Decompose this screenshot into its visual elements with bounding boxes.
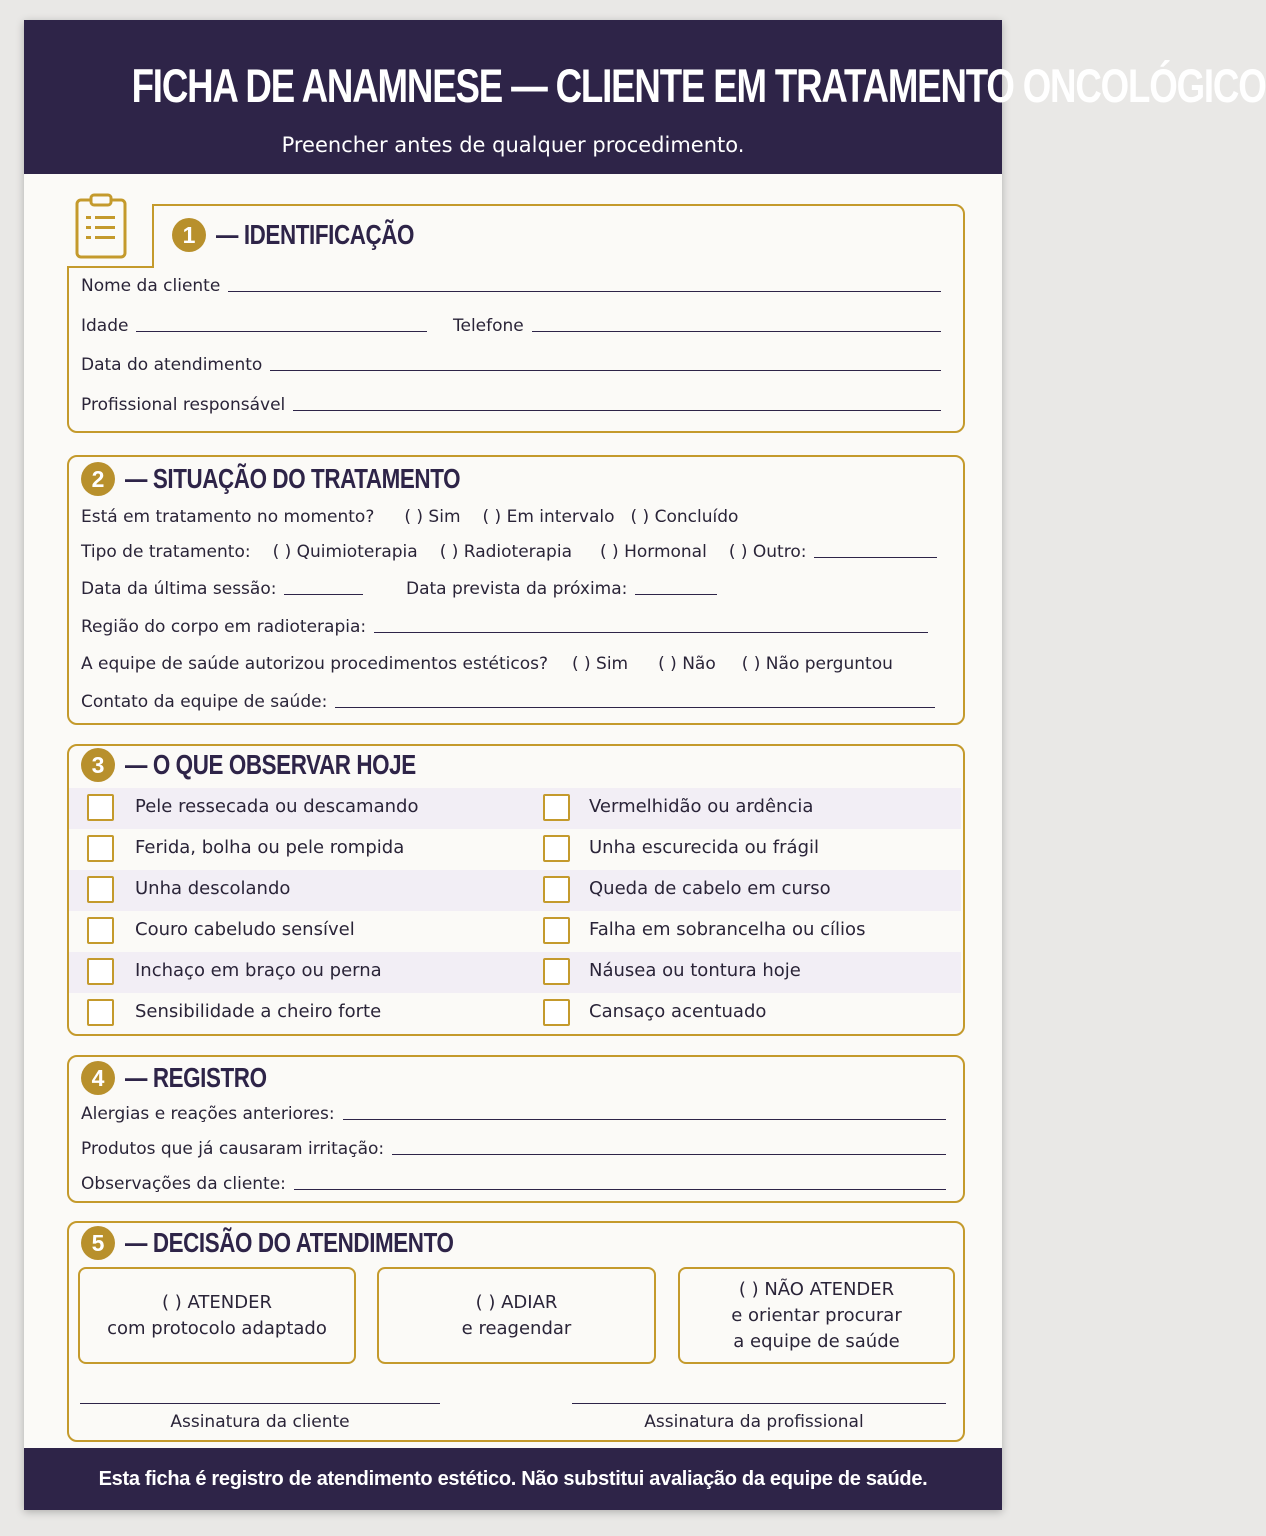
signature-line-cliente[interactable] (80, 1403, 440, 1404)
option-atender[interactable] (78, 1267, 356, 1364)
section-3-header (81, 748, 488, 782)
input-line[interactable] (335, 707, 935, 708)
field-label: Telefone (453, 316, 524, 336)
input-line[interactable] (228, 291, 941, 292)
checkbox[interactable] (543, 835, 570, 862)
field-label: Nome da cliente (81, 276, 221, 296)
section-1-notch-bottom (67, 266, 154, 268)
checkbox[interactable] (87, 835, 114, 862)
section-1-header (172, 218, 464, 252)
section-title: — O QUE OBSERVAR HOJE (125, 749, 416, 780)
ultima-sessao-field[interactable] (81, 579, 363, 599)
field-label: Região do corpo em radioterapia: (81, 617, 367, 637)
checklist-item-label: Cansaço acentuado (589, 1001, 767, 1022)
page-subtitle: Preencher antes de qualquer procedimento. (281, 133, 745, 157)
option-em-intervalo[interactable]: ( ) Em intervalo (482, 507, 615, 527)
data-atendimento-field[interactable] (81, 355, 941, 375)
autorizacao-question (81, 654, 893, 674)
checkbox[interactable] (87, 958, 114, 985)
section-5-header (81, 1226, 536, 1260)
option-description: com protocolo adaptado (107, 1317, 327, 1339)
checkbox[interactable] (543, 958, 570, 985)
option-nao-perguntou[interactable]: ( ) Não perguntou (741, 654, 893, 674)
section-title: — IDENTIFICAÇÃO (216, 219, 415, 250)
alergias-field[interactable] (81, 1104, 946, 1124)
section-number: 3 (81, 748, 115, 782)
option-label: ( ) ADIAR (475, 1291, 558, 1313)
option-sim[interactable]: ( ) Sim (571, 654, 629, 674)
tipo-tratamento-question (81, 542, 937, 562)
proxima-sessao-field[interactable] (406, 579, 717, 599)
input-line[interactable] (392, 1154, 946, 1155)
checkbox[interactable] (543, 794, 570, 821)
checklist-item-label: Falha em sobrancelha ou cílios (589, 919, 866, 940)
option-label: ( ) ATENDER (162, 1291, 272, 1313)
produtos-irritacao-field[interactable] (81, 1139, 946, 1159)
field-label: Idade (81, 316, 129, 336)
checkbox[interactable] (543, 999, 570, 1026)
input-line[interactable] (635, 594, 717, 595)
form-sheet (24, 20, 1266, 1510)
checklist-item-label: Ferida, bolha ou pele rompida (135, 837, 405, 858)
checkbox[interactable] (543, 876, 570, 903)
page-title: FICHA DE ANAMNESE — CLIENTE EM TRATAMENTO ONCOLÓGICO (131, 59, 1266, 112)
section-number: 4 (81, 1061, 115, 1095)
telefone-field[interactable] (453, 316, 941, 336)
field-label: Contato da equipe de saúde: (81, 692, 328, 712)
field-label: Data prevista da próxima: (406, 579, 628, 599)
section-number: 5 (81, 1226, 115, 1260)
checklist-item-label: Inchaço em braço ou perna (135, 960, 382, 981)
checkbox[interactable] (87, 876, 114, 903)
section-1-notch-border (152, 204, 154, 268)
checkbox[interactable] (87, 999, 114, 1026)
option-nao[interactable]: ( ) Não (658, 654, 716, 674)
nome-field[interactable] (81, 276, 941, 296)
option-description: e reagendar (461, 1317, 572, 1339)
checklist-item-label: Sensibilidade a cheiro forte (135, 1001, 382, 1022)
option-label: ( ) NÃO ATENDER (738, 1278, 895, 1300)
contato-equipe-field[interactable] (81, 692, 935, 712)
checklist-item-label: Unha descolando (135, 878, 291, 899)
section-4-header (81, 1061, 302, 1095)
section-title: — SITUAÇÃO DO TRATAMENTO (125, 463, 461, 494)
field-label: Data do atendimento (81, 355, 263, 375)
section-title: — REGISTRO (125, 1062, 267, 1093)
option-description: e orientar procurar (731, 1304, 902, 1326)
checklist-item-label: Náusea ou tontura hoje (589, 960, 801, 981)
field-label: Profissional responsável (81, 395, 286, 415)
field-label: Alergias e reações anteriores: (81, 1104, 335, 1124)
input-line[interactable] (136, 331, 427, 332)
em-tratamento-question (81, 507, 738, 527)
checklist-item-label: Pele ressecada ou descamando (135, 796, 419, 817)
signature-label-profissional: Assinatura da profissional (644, 1412, 864, 1432)
input-line[interactable] (270, 370, 941, 371)
section-2-header (81, 462, 544, 496)
section-number: 1 (172, 218, 206, 252)
section-number: 2 (81, 462, 115, 496)
header (24, 20, 1266, 174)
checkbox[interactable] (543, 917, 570, 944)
checkbox[interactable] (87, 794, 114, 821)
option-concluido[interactable]: ( ) Concluído (630, 507, 739, 527)
idade-field[interactable] (81, 316, 427, 336)
input-line[interactable] (294, 1189, 946, 1190)
profissional-field[interactable] (81, 395, 941, 415)
field-label: Data da última sessão: (81, 579, 277, 599)
checklist-item-label: Couro cabeludo sensível (135, 919, 355, 940)
question-label: A equipe de saúde autorizou procedimentos estéticos? (81, 654, 548, 674)
option-description: a equipe de saúde (733, 1330, 900, 1352)
input-line[interactable] (532, 331, 941, 332)
checklist-item-label: Queda de cabelo em curso (589, 878, 831, 899)
signature-line-profissional[interactable] (572, 1403, 946, 1404)
input-line[interactable] (293, 410, 941, 411)
option-adiar[interactable] (377, 1267, 656, 1364)
option-hormonal[interactable]: ( ) Hormonal (600, 542, 707, 562)
field-label: Observações da cliente: (81, 1174, 286, 1194)
checklist-item-label: Vermelhidão ou ardência (589, 796, 814, 817)
option-quimioterapia[interactable]: ( ) Quimioterapia (272, 542, 418, 562)
input-line[interactable] (284, 594, 363, 595)
footer-disclaimer: Esta ficha é registro de atendimento estético. Não substitui avaliação da equipe de saúde. (24, 1448, 1002, 1510)
option-sim[interactable]: ( ) Sim (404, 507, 461, 527)
signature-label-cliente: Assinatura da cliente (170, 1412, 350, 1432)
field-label: Produtos que já causaram irritação: (81, 1139, 385, 1159)
option-radioterapia[interactable]: ( ) Radioterapia (439, 542, 572, 562)
section-title: — DECISÃO DO ATENDIMENTO (125, 1227, 454, 1258)
option-outro[interactable]: ( ) Outro: (728, 542, 807, 562)
checkbox[interactable] (87, 917, 114, 944)
option-nao-atender[interactable] (678, 1267, 955, 1364)
question-label: Tipo de tratamento: (81, 542, 251, 562)
observacoes-field[interactable] (81, 1174, 946, 1194)
section-1-notch-corner (67, 266, 69, 274)
question-label: Está em tratamento no momento? (81, 507, 375, 527)
input-line[interactable] (343, 1119, 946, 1120)
clipboard-icon (74, 192, 128, 260)
outro-input-line[interactable] (814, 557, 937, 558)
regiao-radioterapia-field[interactable] (81, 617, 928, 637)
checklist-item-label: Unha escurecida ou frágil (589, 837, 819, 858)
input-line[interactable] (374, 632, 928, 633)
